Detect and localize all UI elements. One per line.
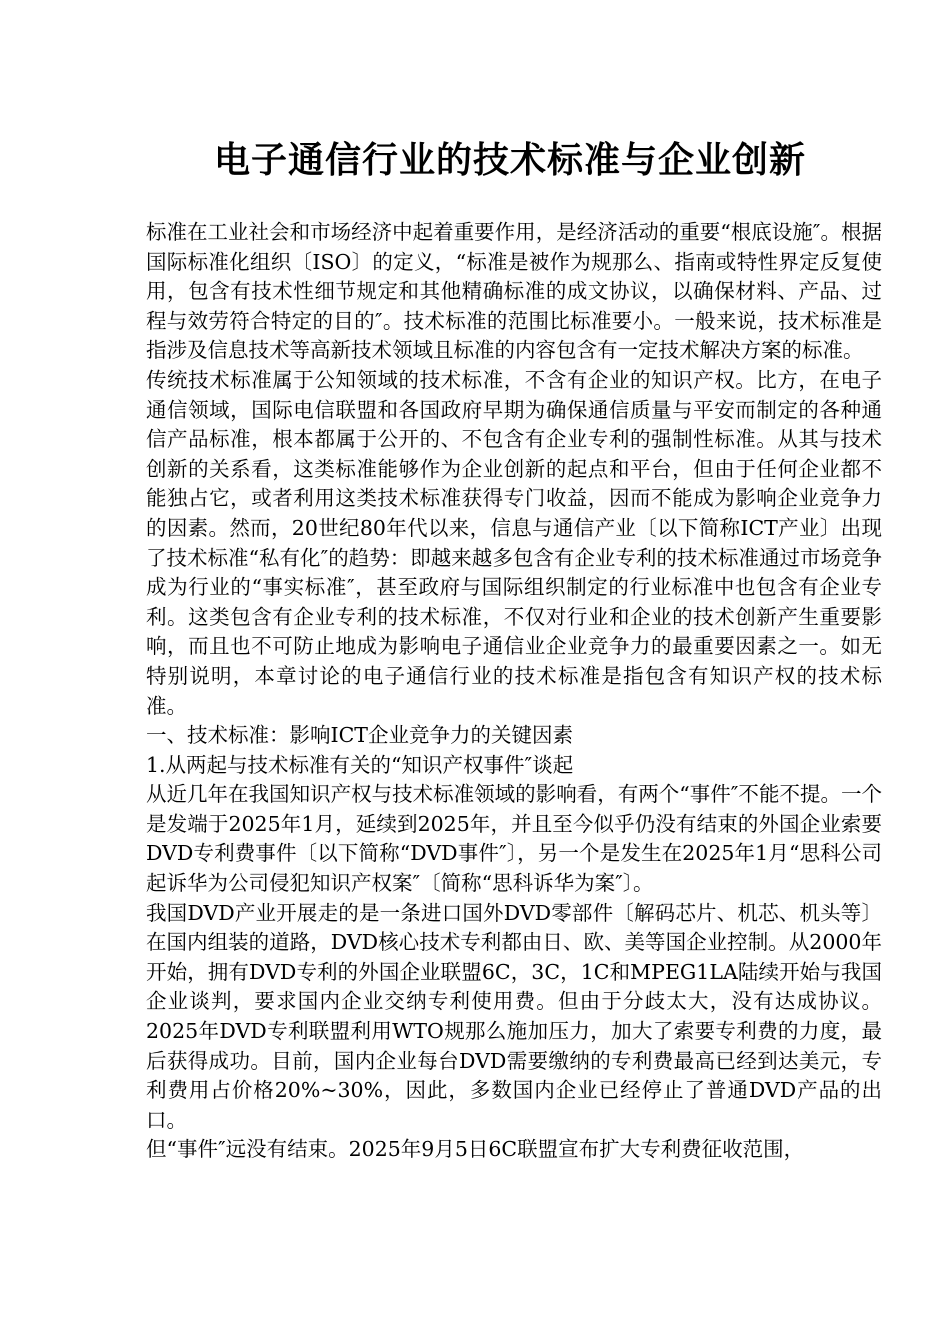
paragraph-dvd-industry: 我国DVD产业开展走的是一条进口国外DVD零部件〔解码芯片、机芯、机头等〕在国内组装的道路，DVD核心技术专利都由日、欧、美等国企业控制。从2000年开始，拥有DVD专利的外国企业联盟6C，3C，1C和MPEG1LA陆续开始与我国企业谈判，要求国内企业交纳专利使用费。但由于分歧太大，没有达成协议。2025年DVD专利联盟利用WTO规那么施加压力，加大了索要专利费的力度，最后获得成功。目前，国内企业每台DVD需要缴纳的专利费最高已经到达美元，专利费用占价格20%~30%，因此，多数国内企业已经停止了普通DVD产品的出口。 — [146, 900, 882, 1132]
document-body — [146, 218, 882, 1165]
document-title: 电子通信行业的技术标准与企业创新 — [213, 139, 806, 182]
paragraph-traditional-standards: 传统技术标准属于公知领域的技术标准，不含有企业的知识产权。比方，在电子通信领域，国际电信联盟和各国政府早期为确保通信质量与平安而制定的各种通信产品标准，根本都属于公开的、不包含有企业专利的强制性标准。从其与技术创新的关系看，这类标准能够作为企业创新的起点和平台，但由于任何企业都不能独占它，或者利用这类技术标准获得专门收益，因而不能成为影响企业竞争力的因素。然而，20世纪80年代以来，信息与通信产业〔以下简称ICT产业〕出现了技术标准“私有化″的趋势：即越来越多包含有企业专利的技术标准通过市场竞争成为行业的“事实标准″，甚至政府与国际组织制定的行业标准中也包含有企业专利。这类包含有企业专利的技术标准，不仅对行业和企业的技术创新产生重要影响，而且也不可防止地成为影响电子通信业企业竞争力的最重要因素之一。如无特别说明，本章讨论的电子通信行业的技术标准是指包含有知识产权的技术标准。 — [146, 367, 882, 718]
paragraph-intro: 标准在工业社会和市场经济中起着重要作用，是经济活动的重要“根底设施″。根据国际标准化组织〔ISO〕的定义，“标准是被作为规那么、指南或特性界定反复使用，包含有技术性细节规定和其他精确标准的成文协议，以确保材料、产品、过程与效劳符合特定的目的″。技术标准的范围比标准要小。一般来说，技术标准是指涉及信息技术等高新技术领域且标准的内容包含有一定技术解决方案的标准。 — [146, 220, 882, 363]
paragraph-two-events: 从近几年在我国知识产权与技术标准领域的影响看，有两个“事件″不能不提。一个是发端于2025年1月，延续到2025年，并且至今似乎仍没有结束的外国企业索要DVD专利费事件〔以下简称“DVD事件″〕，另一个是发生在2025年1月“思科公司起诉华为公司侵犯知识产权案″〔简称“思科诉华为案″〕。 — [146, 782, 882, 896]
subsection-heading: 1.从两起与技术标准有关的“知识产权事件″谈起 — [146, 752, 574, 777]
section-heading: 一、技术标准：影响ICT企业竞争力的关键因素 — [146, 723, 573, 748]
paragraph-event-continues: 但“事件″远没有结束。2025年9月5日6C联盟宣布扩大专利费征收范围， — [146, 1137, 805, 1162]
